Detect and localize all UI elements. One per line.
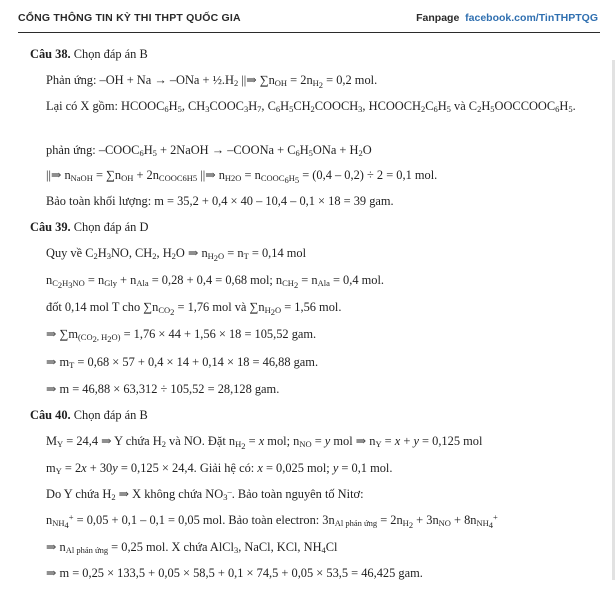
fanpage-label: Fanpage <box>416 12 460 24</box>
q38-line-4: ||⇒ $n_{NaOH} = \sum n_{OH} + 2n_{COOC6H5}$ ||⇒ $n_{H2O} = n_{COOC_6H_5} = (0,4 - 0,2) \div 2 = 0,1$ mol. <box>46 168 438 185</box>
q38-line-1: Phản ứng: $-OH + Na \to -ONa + \frac{1}{2}.H_2$ ||⇒ $\sum n_{OH} = 2n_{H_2} = 0,2$ mol. <box>46 73 378 90</box>
q40-answer: Chọn đáp án B <box>73 408 148 422</box>
q38-number: Câu 38. <box>30 47 71 61</box>
q39-line-6: ⇒ m = 46,88 × 63,312 ÷ 105,52 = 28,128 gam. <box>46 382 280 396</box>
q39-line-4: ⇒ $\sum m_{(CO_2, H_2O)} = 1,76 \times 44 + 1,56 \times 18 = 105,52$ gam. <box>46 327 317 344</box>
q40-line-2: $m_Y = 2x + 30y = 0,125 \times 24,4$. Giải hệ có: x = 0,025 mol; y = 0,1 mol. <box>46 461 393 476</box>
q38-line-5: Bảo toàn khối lượng: m = 35,2 + 0,4 × 40 – 10,4 – 0,1 × 18 = 39 gam. <box>46 194 394 208</box>
q40-line-6: ⇒ m = 0,25 × 133,5 + 0,05 × 58,5 + 0,1 × 74,5 + 0,05 × 53,5 = 46,425 gam. <box>46 566 423 580</box>
q38-line-2-text: Lại có X gồm: HCOOC <box>46 99 165 113</box>
q40-number: Câu 40. <box>30 408 71 422</box>
page-header <box>18 6 600 33</box>
q39-line-5: ⇒ $m_T = 0,68 \times 57 + 0,4 \times 14 + 0,14 \times 18 = 46,88$ gam. <box>46 355 319 370</box>
q39-line-3: đốt 0,14 mol T cho $\sum n_{CO_2} = 1,76$ mol và $\sum n_{H_2O} = 1,56$ mol. <box>46 300 342 317</box>
q38-line-1-text: Phản ứng: –OH + Na → –ONa + ½.H <box>46 73 234 87</box>
fanpage-link[interactable]: facebook.com/TinTHPTQG <box>465 12 598 24</box>
q39-answer: Chọn đáp án D <box>73 220 149 234</box>
q38-line-3: phản ứng: $-COOC_6H_5$ + 2NaOH → –COONa + $C_6H_5ONa + H_2O$ <box>46 143 372 158</box>
q39-line-1: Quy về $C_2H_3NO$, $CH_2$, $H_2O$ ⇒ $n_{H_2O} = n_T = 0,14$ mol <box>46 246 307 263</box>
q39-line-2: $n_{C_2H_3NO} = n_{Gly} + n_{Ala} = 0,28 + 0,4 = 0,68$ mol; $n_{CH_2} = n_{Ala} = 0,4$ mol. <box>46 273 385 290</box>
header-title: CỔNG THÔNG TIN KỲ THI THPT QUỐC GIA <box>18 12 241 24</box>
q38-heading <box>30 47 148 62</box>
q39-number: Câu 39. <box>30 220 71 234</box>
q40-line-4: $n_{NH_4}^+ = 0,05 + 0,1 - 0,1 = 0,05$ mol. Bảo toàn electron: $3n_{Al phản ứng} = 2n_{H_2} + 3n_{NO} + 8n_{NH_4}^+$ <box>46 512 498 530</box>
q40-line-5: ⇒ $n_{Al phản ứng} = 0,25$ mol. X chứa AlCl$_3$, NaCl, KCl, $NH_4Cl$ <box>46 540 338 555</box>
q38-line-3-text: phản ứng: –COOC <box>46 143 140 157</box>
q40-line-1: $M_Y = 24,4$ ⇒ Y chứa $H_2$ và NO. Đặt $n_{H_2} = x$ mol; $n_{NO} = y$ mol ⇒ $n_Y = x + y = 0,125$ mol <box>46 434 483 451</box>
q38-answer: Chọn đáp án B <box>73 47 148 61</box>
q38-line-2: Lại có X gồm: $HCOOC_6H_5$, $CH_3COOC_3H_7$, $C_6H_5CH_2COOCH_3$, $HCOOCH_2C_6H_5$ và $C_2H_5OOCCOOC_6H_5$. <box>46 99 576 114</box>
q40-line-3: Do Y chứa $H_2$ ⇒ X không chứa $NO_3^-$. Bảo toàn nguyên tố Nitơ: <box>46 486 364 502</box>
header-fanpage <box>416 12 598 24</box>
q39-heading <box>30 220 148 235</box>
q40-heading <box>30 408 148 423</box>
